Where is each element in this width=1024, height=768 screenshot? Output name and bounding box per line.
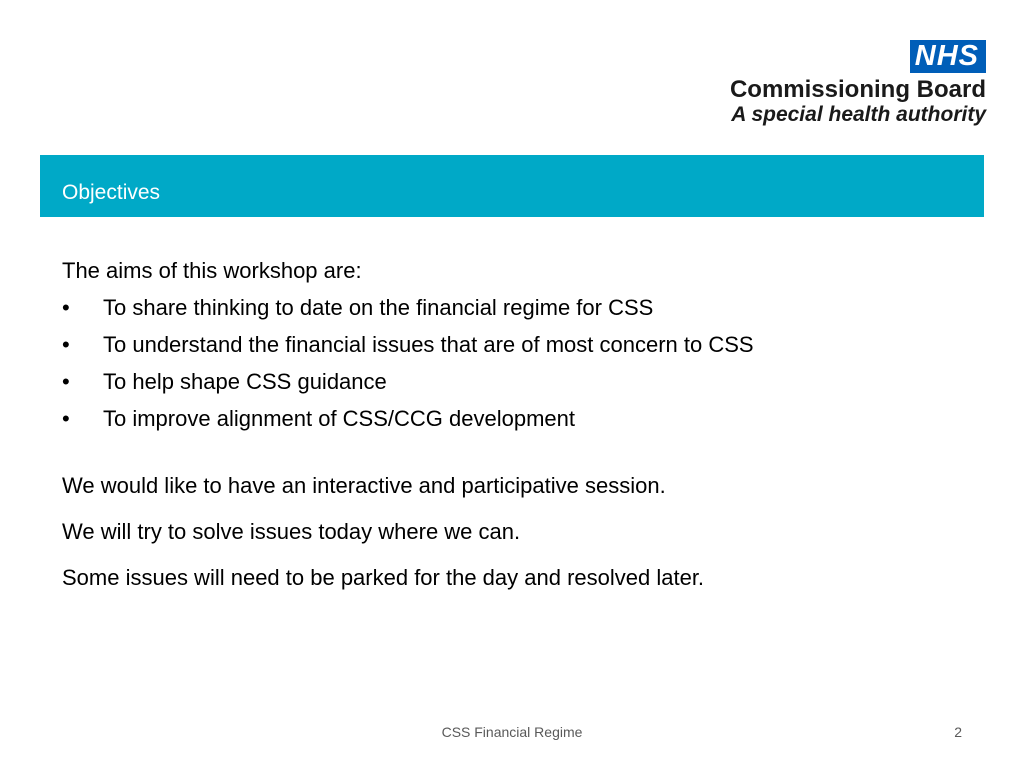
slide-title: Objectives (62, 181, 161, 204)
nhs-logo-box: NHS (910, 40, 986, 73)
footer-text: CSS Financial Regime (441, 724, 583, 740)
list-item-text: To understand the financial issues that are of most concern to CSS (103, 332, 754, 357)
list-item-text: To improve alignment of CSS/CCG development (103, 406, 575, 431)
paragraph: We would like to have an interactive and participative session. (62, 473, 666, 498)
bullet-icon: • (62, 332, 70, 357)
list-item (62, 330, 962, 360)
objectives-list (62, 293, 962, 434)
title-bar (40, 155, 984, 217)
bullet-icon: • (62, 295, 70, 320)
logo-tagline: A special health authority (731, 103, 986, 126)
list-item (62, 404, 962, 434)
bullet-icon: • (62, 369, 70, 394)
paragraph: Some issues will need to be parked for the day and resolved later. (62, 565, 705, 590)
nhs-logo (696, 40, 986, 127)
intro-text: The aims of this workshop are: (62, 258, 362, 283)
bullet-icon: • (62, 406, 70, 431)
logo-organisation-name: Commissioning Board (729, 76, 986, 103)
paragraph: We will try to solve issues today where we can. (62, 519, 521, 544)
page-number: 2 (954, 724, 962, 740)
list-item (62, 293, 962, 323)
list-item-text: To share thinking to date on the financial regime for CSS (103, 295, 654, 320)
list-item-text: To help shape CSS guidance (103, 369, 387, 394)
slide-body (62, 256, 962, 609)
list-item (62, 367, 962, 397)
